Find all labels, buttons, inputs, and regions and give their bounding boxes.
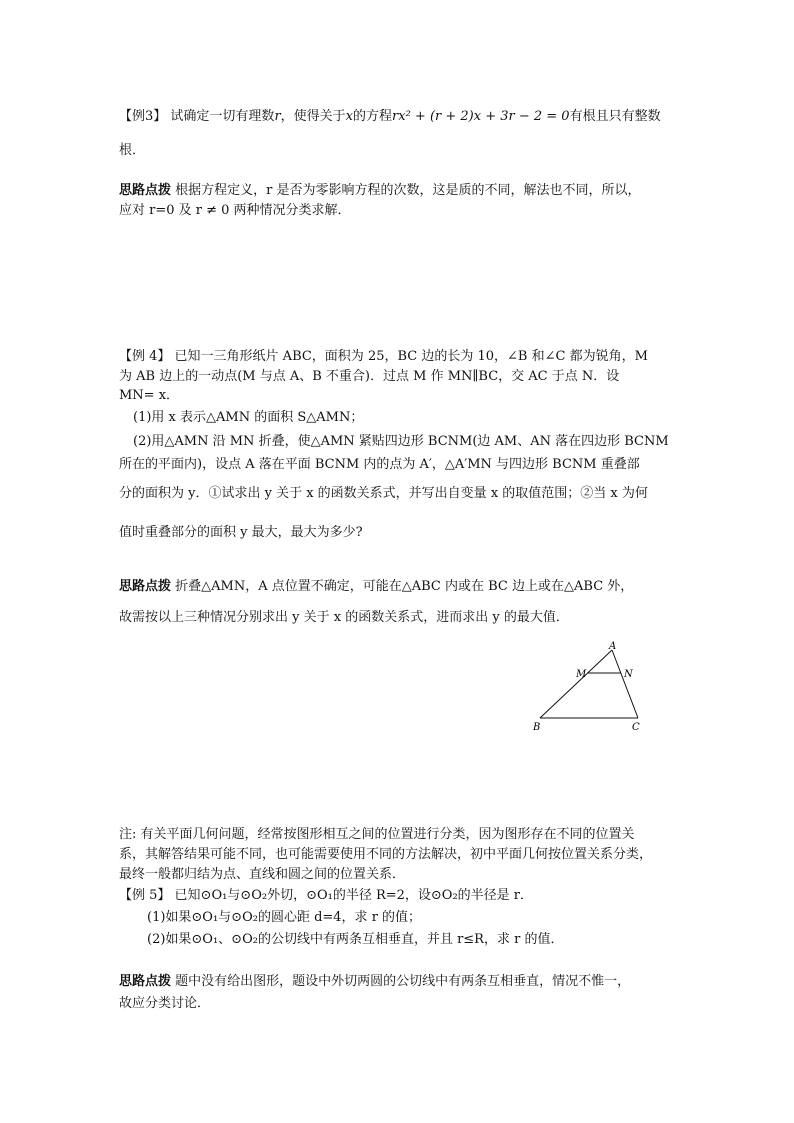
ex5-line-1 (119, 886, 533, 905)
ex5-line-3: (2)如果⊙O₁、⊙O₂的公切线中有两条互相垂直，并且 r≤R，求 r 的值． (147, 932, 564, 947)
ex3-var-x: x (345, 109, 354, 124)
ex4-line-6: 所在的平面内)，设点 A 落在平面 BCNM 内的点为 A′，△A′MN 与四边形 BCNM 重叠部 (119, 457, 640, 472)
ex3-hint-line-2: 应对 r=0 及 r ≠ 0 两种情况分类求解． (119, 203, 351, 218)
ex3-equation: rx² + (r + 2)x + 3r − 2 = 0 (392, 109, 570, 124)
ex4-line-7: 分的面积为 y．①试求出 y 关于 x 的函数关系式，并写出自变量 x 的取值范围；②当 x 为何 (119, 486, 648, 501)
ex5-hint-line-2: 故应分类讨论． (119, 996, 211, 1011)
triangle-figure (528, 640, 654, 736)
note-line-1: 注: 有关平面几何问题，经常按图形相互之间的位置进行分类，因为图形存在不同的位置关 (119, 827, 635, 842)
ex4-text-1: 已知一三角形纸片 ABC，面积为 25，BC 边的长为 10，∠B 和∠C 都为锐角，M (174, 349, 648, 364)
label-c: C (632, 722, 640, 733)
ex5-line-2: (1)如果⊙O₁与⊙O₂的圆心距 d=4，求 r 的值； (147, 910, 422, 925)
ex3-hint-text-1: 根据方程定义，r 是否为零影响方程的次数，这是质的不同，解法也不同，所以， (175, 183, 641, 198)
ex3-text-b: ，使得关于 (280, 109, 346, 124)
ex4-hint-line-2: 故需按以上三种情况分别求出 y 关于 x 的函数关系式，进而求出 y 的最大值． (119, 610, 569, 625)
ex3-line-1 (119, 107, 661, 126)
label-m: M (576, 669, 587, 680)
ex3-var-r: r (274, 109, 281, 124)
ex4-hint-line-1 (119, 577, 633, 596)
ex4-hint-text-1: 折叠△AMN，A 点位置不确定，可能在△ABC 内或在 BC 边上或在△ABC 外， (175, 579, 634, 594)
ex5-hint-text-1: 题中没有给出图形，题设中外切两圆的公切线中有两条互相垂直，情况不惟一， (175, 974, 631, 989)
ex4-line-5: (2)用△AMN 沿 MN 折叠，使△AMN 紧贴四边形 BCNM(边 AM、AN 落在四边形 BCNM (133, 434, 669, 449)
ex4-line-3: MN= x． (119, 388, 180, 403)
ex5-hint-line-1 (119, 972, 630, 991)
label-a: A (609, 641, 617, 652)
label-n: N (624, 669, 633, 680)
note-line-3: 最终一般都归结为点、直线和圆之间的位置关系． (119, 867, 406, 882)
ex3-hint-label: 思路点拨 (119, 183, 172, 198)
edge-ab (540, 650, 612, 718)
edge-ac (612, 650, 638, 718)
ex5-text-1: 已知⊙O₁与⊙O₂外切，⊙O₁的半径 R=2，设⊙O₂的半径是 r． (174, 888, 534, 903)
note-line-2: 系，其解答结果可能不同，也可能需要使用不同的方法解决，初中平面几何按位置关系分类， (119, 847, 653, 862)
ex3-text-d: 有根且只有整数 (569, 109, 661, 124)
ex4-hint-label: 思路点拨 (119, 579, 172, 594)
ex4-line-4: (1)用 x 表示△AMN 的面积 S△AMN； (133, 410, 364, 425)
ex3-text-c: 的方程 (353, 109, 393, 124)
ex3-tag: 【例3】 (119, 109, 167, 124)
ex3-hint-line-1 (119, 181, 641, 200)
ex4-line-1 (119, 347, 648, 366)
ex5-hint-label: 思路点拨 (119, 974, 172, 989)
ex4-line-2: 为 AB 边上的一动点(M 与点 A、B 不重合)．过点 M 作 MN∥BC，交 AC 于点 N．设 (119, 369, 620, 384)
ex3-text-a: 试确定一切有理数 (170, 109, 275, 124)
label-b: B (533, 722, 541, 733)
ex4-tag: 【例 4】 (119, 349, 171, 364)
ex5-tag: 【例 5】 (119, 888, 171, 903)
ex3-line-2: 根． (119, 143, 146, 158)
ex4-line-8: 值时重叠部分的面积 y 最大，最大为多少? (119, 525, 363, 540)
